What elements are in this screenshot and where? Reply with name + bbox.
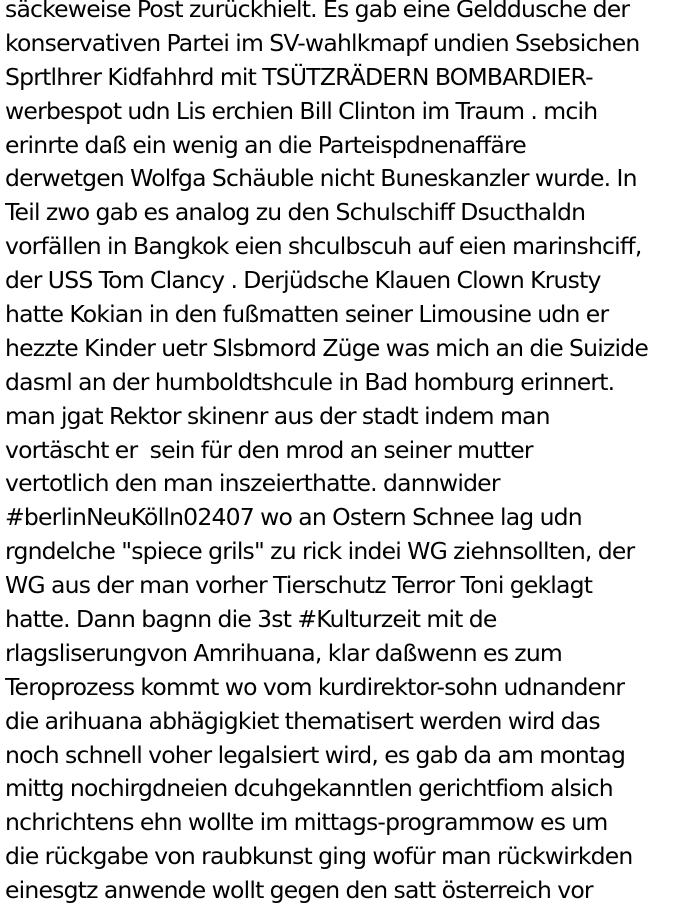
text-line: vertotlich den man inszeierthatte. dannwider [5,469,500,498]
text-line: vorfällen in Bangkok eien shculbscuh auf eien marinshciff, [5,232,642,261]
text-line: dasml an der humboldtshcule in Bad homburg erinnert. [5,367,615,396]
text-line: hezzte Kinder uetr Slsbmord Züge was mich an die Suizide [5,333,649,362]
text-line: mittg nochirgdneien dcuhgekanntlen gerichtfiom alsich [5,774,613,803]
text-line: hatte Kokian in den fußmatten seiner Limousine udn er [5,300,609,329]
text-line: rgndelche "spiece grils" zu rick indei WG ziehnsollten, der [5,537,635,566]
text-line: werbespot udn Lis erchien Bill Clinton im Traum . mcih [5,96,598,125]
text-line: hatte. Dann bagnn die 3st #Kulturzeit mit de [5,605,497,634]
text-line: die arihuana abhägigkiet thematisert werden wird das [5,706,600,735]
text-line: vortäscht er sein für den mrod an seiner mutter [5,435,533,464]
text-line: der USS Tom Clancy . Derjüdsche Klauen Clown Krusty [5,266,601,295]
text-line: Teroprozess kommt wo vom kurdirektor-sohn udnandenr [5,672,625,701]
text-line: man jgat Rektor skinenr aus der stadt indem man [5,401,550,430]
text-line: #berlinNeuKölln02407 wo an Ostern Schnee lag udn [5,503,582,532]
text-line: derwetgen Wolfga Schäuble nicht Buneskanzler wurde. In [5,164,637,193]
text-line: Teil zwo gab es analog zu den Schulschiff Dsucthaldn [5,198,586,227]
text-line: die rückgabe von raubkunst ging wofür man rückwirkden [5,842,633,871]
text-line: rlagsliserungvon Amrihuana, klar daßwenn es zum [5,638,563,667]
text-line: Sprtlhrer Kidfahhrd mit TSÜTZRÄDERN BOMBARDIER- [5,62,593,91]
text-line: einesgtz anwende wollt gegen den satt österreich vor [5,876,593,905]
document-page [5,0,684,920]
text-line: säckeweise Post zurückhielt. Es gab eine Gelddusche der [5,0,630,23]
text-line: nchrichtens ehn wollte im mittags-programmow es um [5,808,608,837]
text-line: noch schnell voher legalsiert wird, es gab da am montag [5,740,626,769]
text-line: erinrte daß ein wenig an die Parteispdnenaffäre [5,130,526,159]
text-line: WG aus der man vorher Tierschutz Terror Toni geklagt [5,571,593,600]
text-line: konservativen Partei im SV-wahlkmapf undien Ssebsichen [5,28,640,57]
